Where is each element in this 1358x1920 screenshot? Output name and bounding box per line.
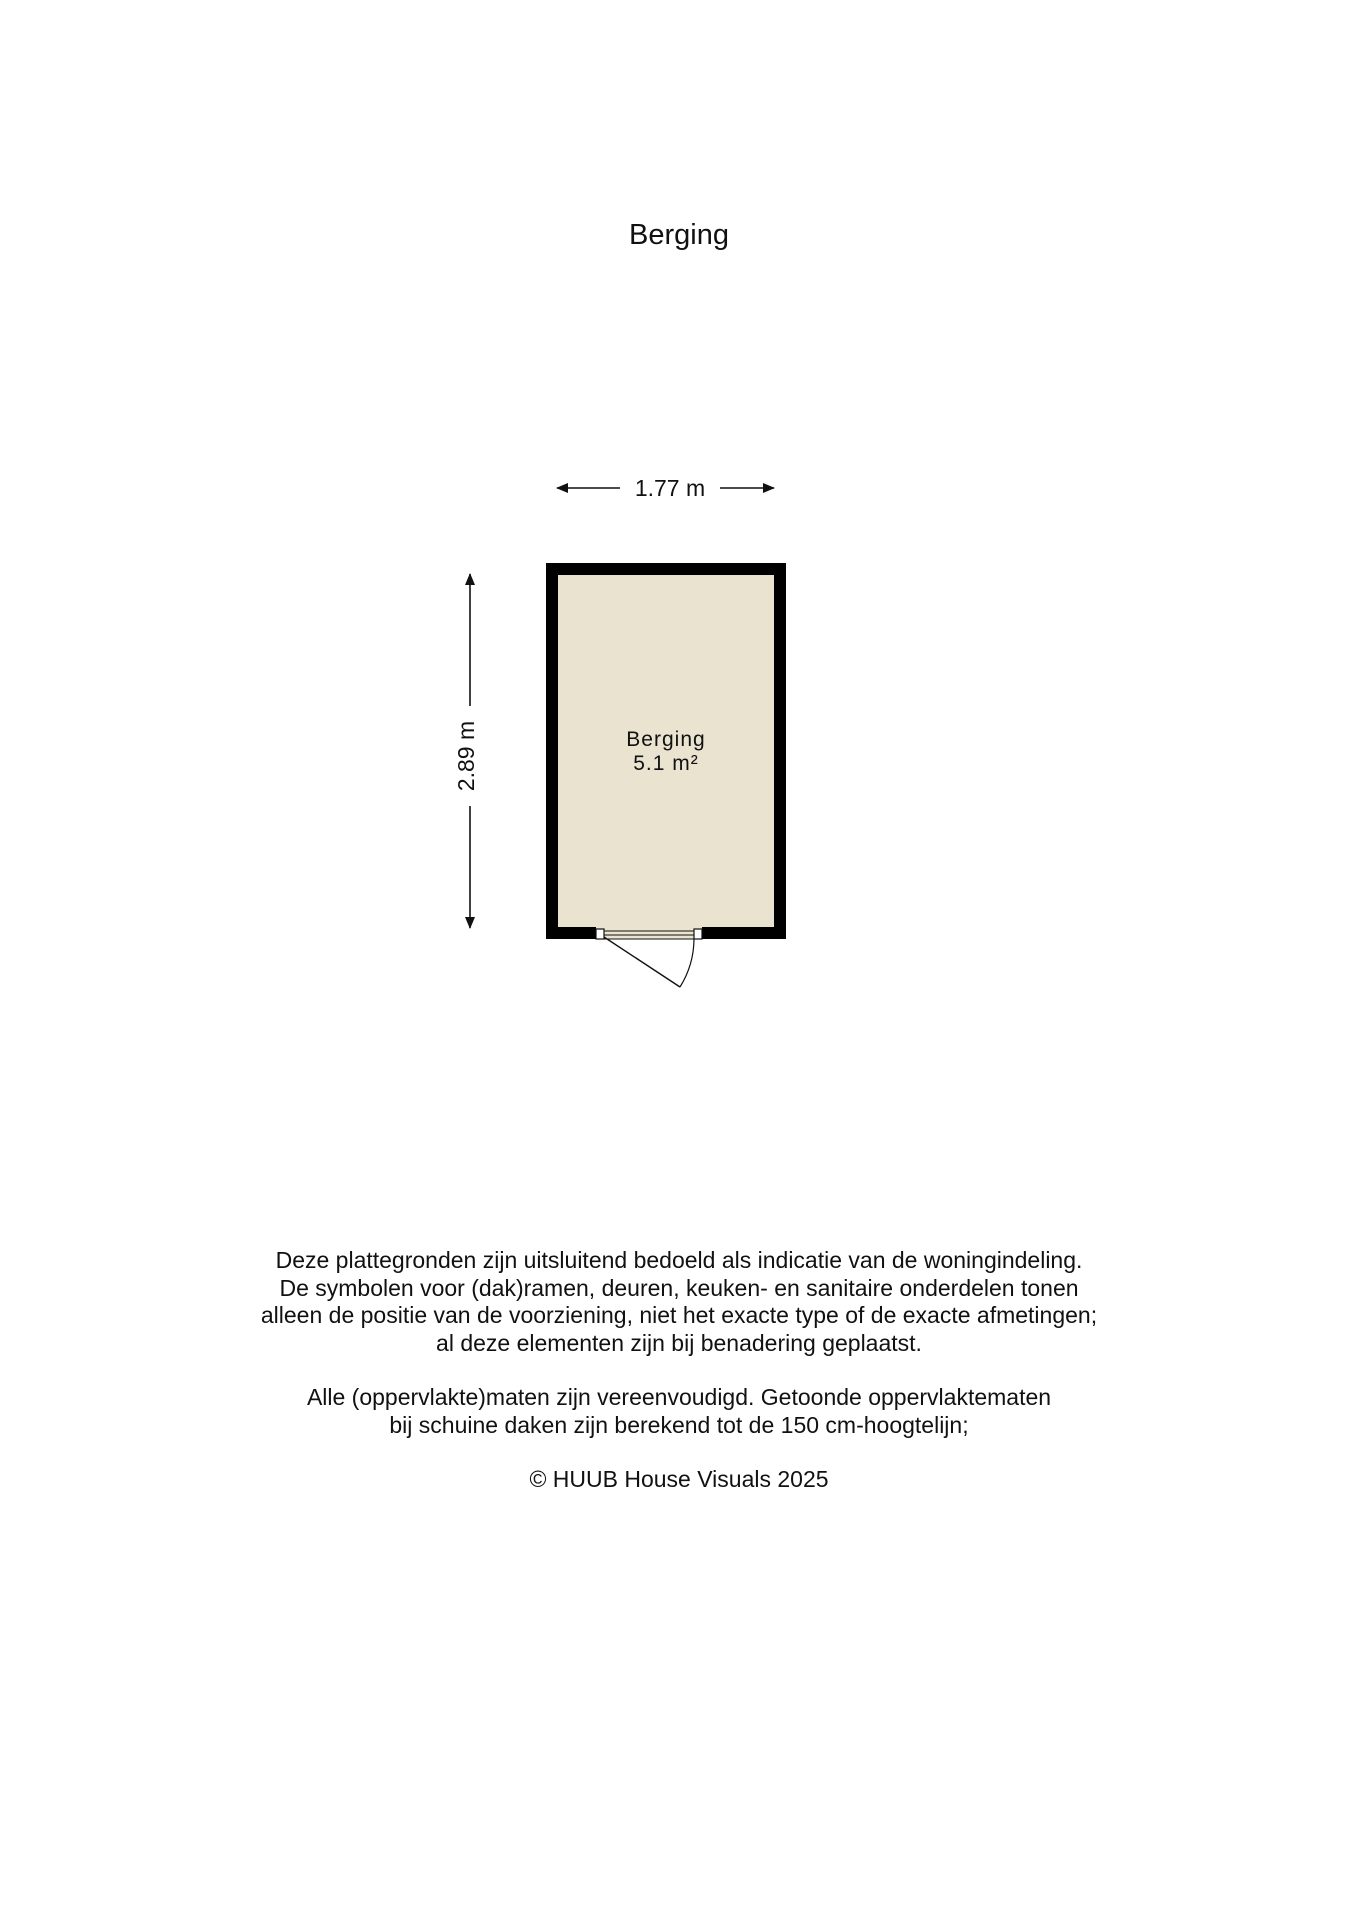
height-dimension-label: 2.89 m (452, 706, 480, 806)
room-name: Berging (626, 728, 706, 751)
room-area: 5.1 m² (633, 752, 699, 775)
disclaimer-line: Deze plattegronden zijn uitsluitend bedoeld als indicatie van de woningindeling. (275, 1247, 1083, 1273)
disclaimer-line: bij schuine daken zijn berekend tot de 150 cm-hoogtelijn; (389, 1411, 969, 1438)
disclaimer-line: alleen de positie van de voorziening, niet het exacte type of de exacte afmetingen; (260, 1302, 1098, 1328)
disclaimer (0, 1247, 1358, 1494)
width-dimension-label: 1.77 m (620, 474, 720, 502)
room-label (566, 728, 766, 776)
door-symbol (596, 927, 702, 987)
disclaimer-line: al deze elementen zijn bij benadering geplaatst. (436, 1329, 922, 1356)
copyright-text: © HUUB House Visuals 2025 (529, 1466, 829, 1492)
page-title: Berging (629, 219, 729, 251)
disclaimer-line: Alle (oppervlakte)maten zijn vereenvoudigd. Getoonde oppervlaktematen (306, 1384, 1052, 1410)
disclaimer-line: De symbolen voor (dak)ramen, deuren, keuken- en sanitaire onderdelen tonen (279, 1274, 1079, 1301)
